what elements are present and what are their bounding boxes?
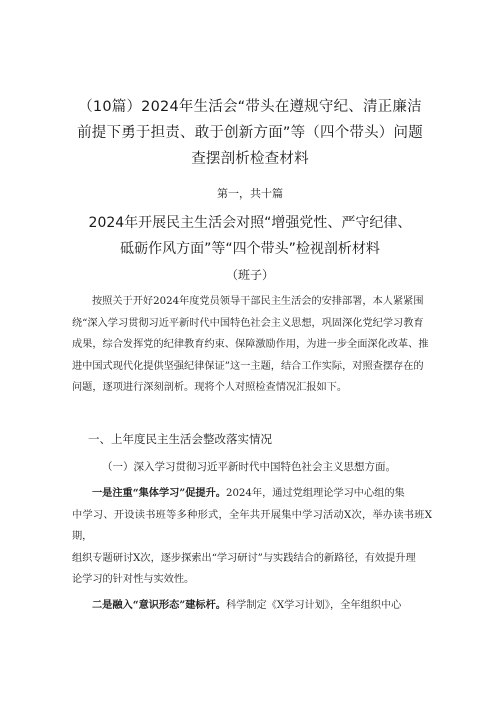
paragraph-1-line-4: 论学习的针对性与实效性。 (72, 574, 195, 585)
chapter-label: 第一，共十篇 (217, 187, 283, 200)
paragraph-1-line-3: 组织专题研讨X次，逐步探索出“学习研讨”与实践结合的新路径，有效提升理 (72, 552, 416, 564)
title-line-1: （10篇）2024年生活会“带头在遵规守纪、清正廉洁 (78, 99, 422, 115)
chapter-header (40, 186, 460, 286)
subtitle-line-2: 砥砺作风方面”等“四个带头”检视剖析材料 (120, 241, 380, 257)
paragraph-1-line-2: 中学习、开设读书班等多种形式，全年共开展集中学习活动X次，举办读书班X期， (72, 509, 432, 542)
title-line-2: 前提下勇于担责、敢于创新方面”等（四个带头）问题 (77, 125, 423, 141)
title-line-3: 查摆剖析检查材料 (191, 151, 309, 167)
paragraph-1-line-1 (72, 483, 432, 505)
intro-line-3: 成果，综合发挥党的纪律教育约束、保障激励作用，为进一步全面深化改革、推 (72, 339, 429, 350)
section-heading: 一、上年度民主生活会整改落实情况 (88, 432, 272, 446)
paragraph-1 (72, 483, 432, 591)
subtitle-line-1: 2024年开展民主生活会对照“增强党性、严守纪律、 (88, 215, 412, 231)
intro-line-1: 按照关于开好2024年度党员领导干部民主生活会的安排部署，本人紧紧围 (92, 296, 424, 307)
subsection-heading: （一）深入学习贯彻习近平新时代中国特色社会主义思想方面。 (102, 461, 396, 473)
intro-paragraph (72, 291, 432, 399)
paragraph-1-lead: 一是注重“集体学习”促提升。 (92, 487, 226, 499)
intro-line-5: 问题，逐项进行深刻剖析。现将个人对照检查情况汇报如下。 (72, 382, 348, 393)
intro-line-4: 进中国式现代化提供坚强纪律保证”这一主题，结合工作实际，对照查摆存在的 (72, 360, 424, 372)
document-title (40, 94, 460, 172)
paragraph-2-line-1-text: 科学制定《X学习计划》，全年组织中心 (225, 600, 402, 611)
subtitle-note: （班子） (225, 268, 274, 282)
paragraph-1-line-1-text: 2024年，通过党组理论学习中心组的集 (225, 488, 405, 499)
intro-line-2: 绕“深入学习贯彻习近平新时代中国特色社会主义思想，巩固深化党纪学习教育 (72, 317, 424, 329)
paragraph-2 (72, 595, 432, 617)
paragraph-2-line-1 (72, 595, 432, 617)
paragraph-2-lead: 二是融入“意识形态”建标杆。 (92, 599, 226, 611)
